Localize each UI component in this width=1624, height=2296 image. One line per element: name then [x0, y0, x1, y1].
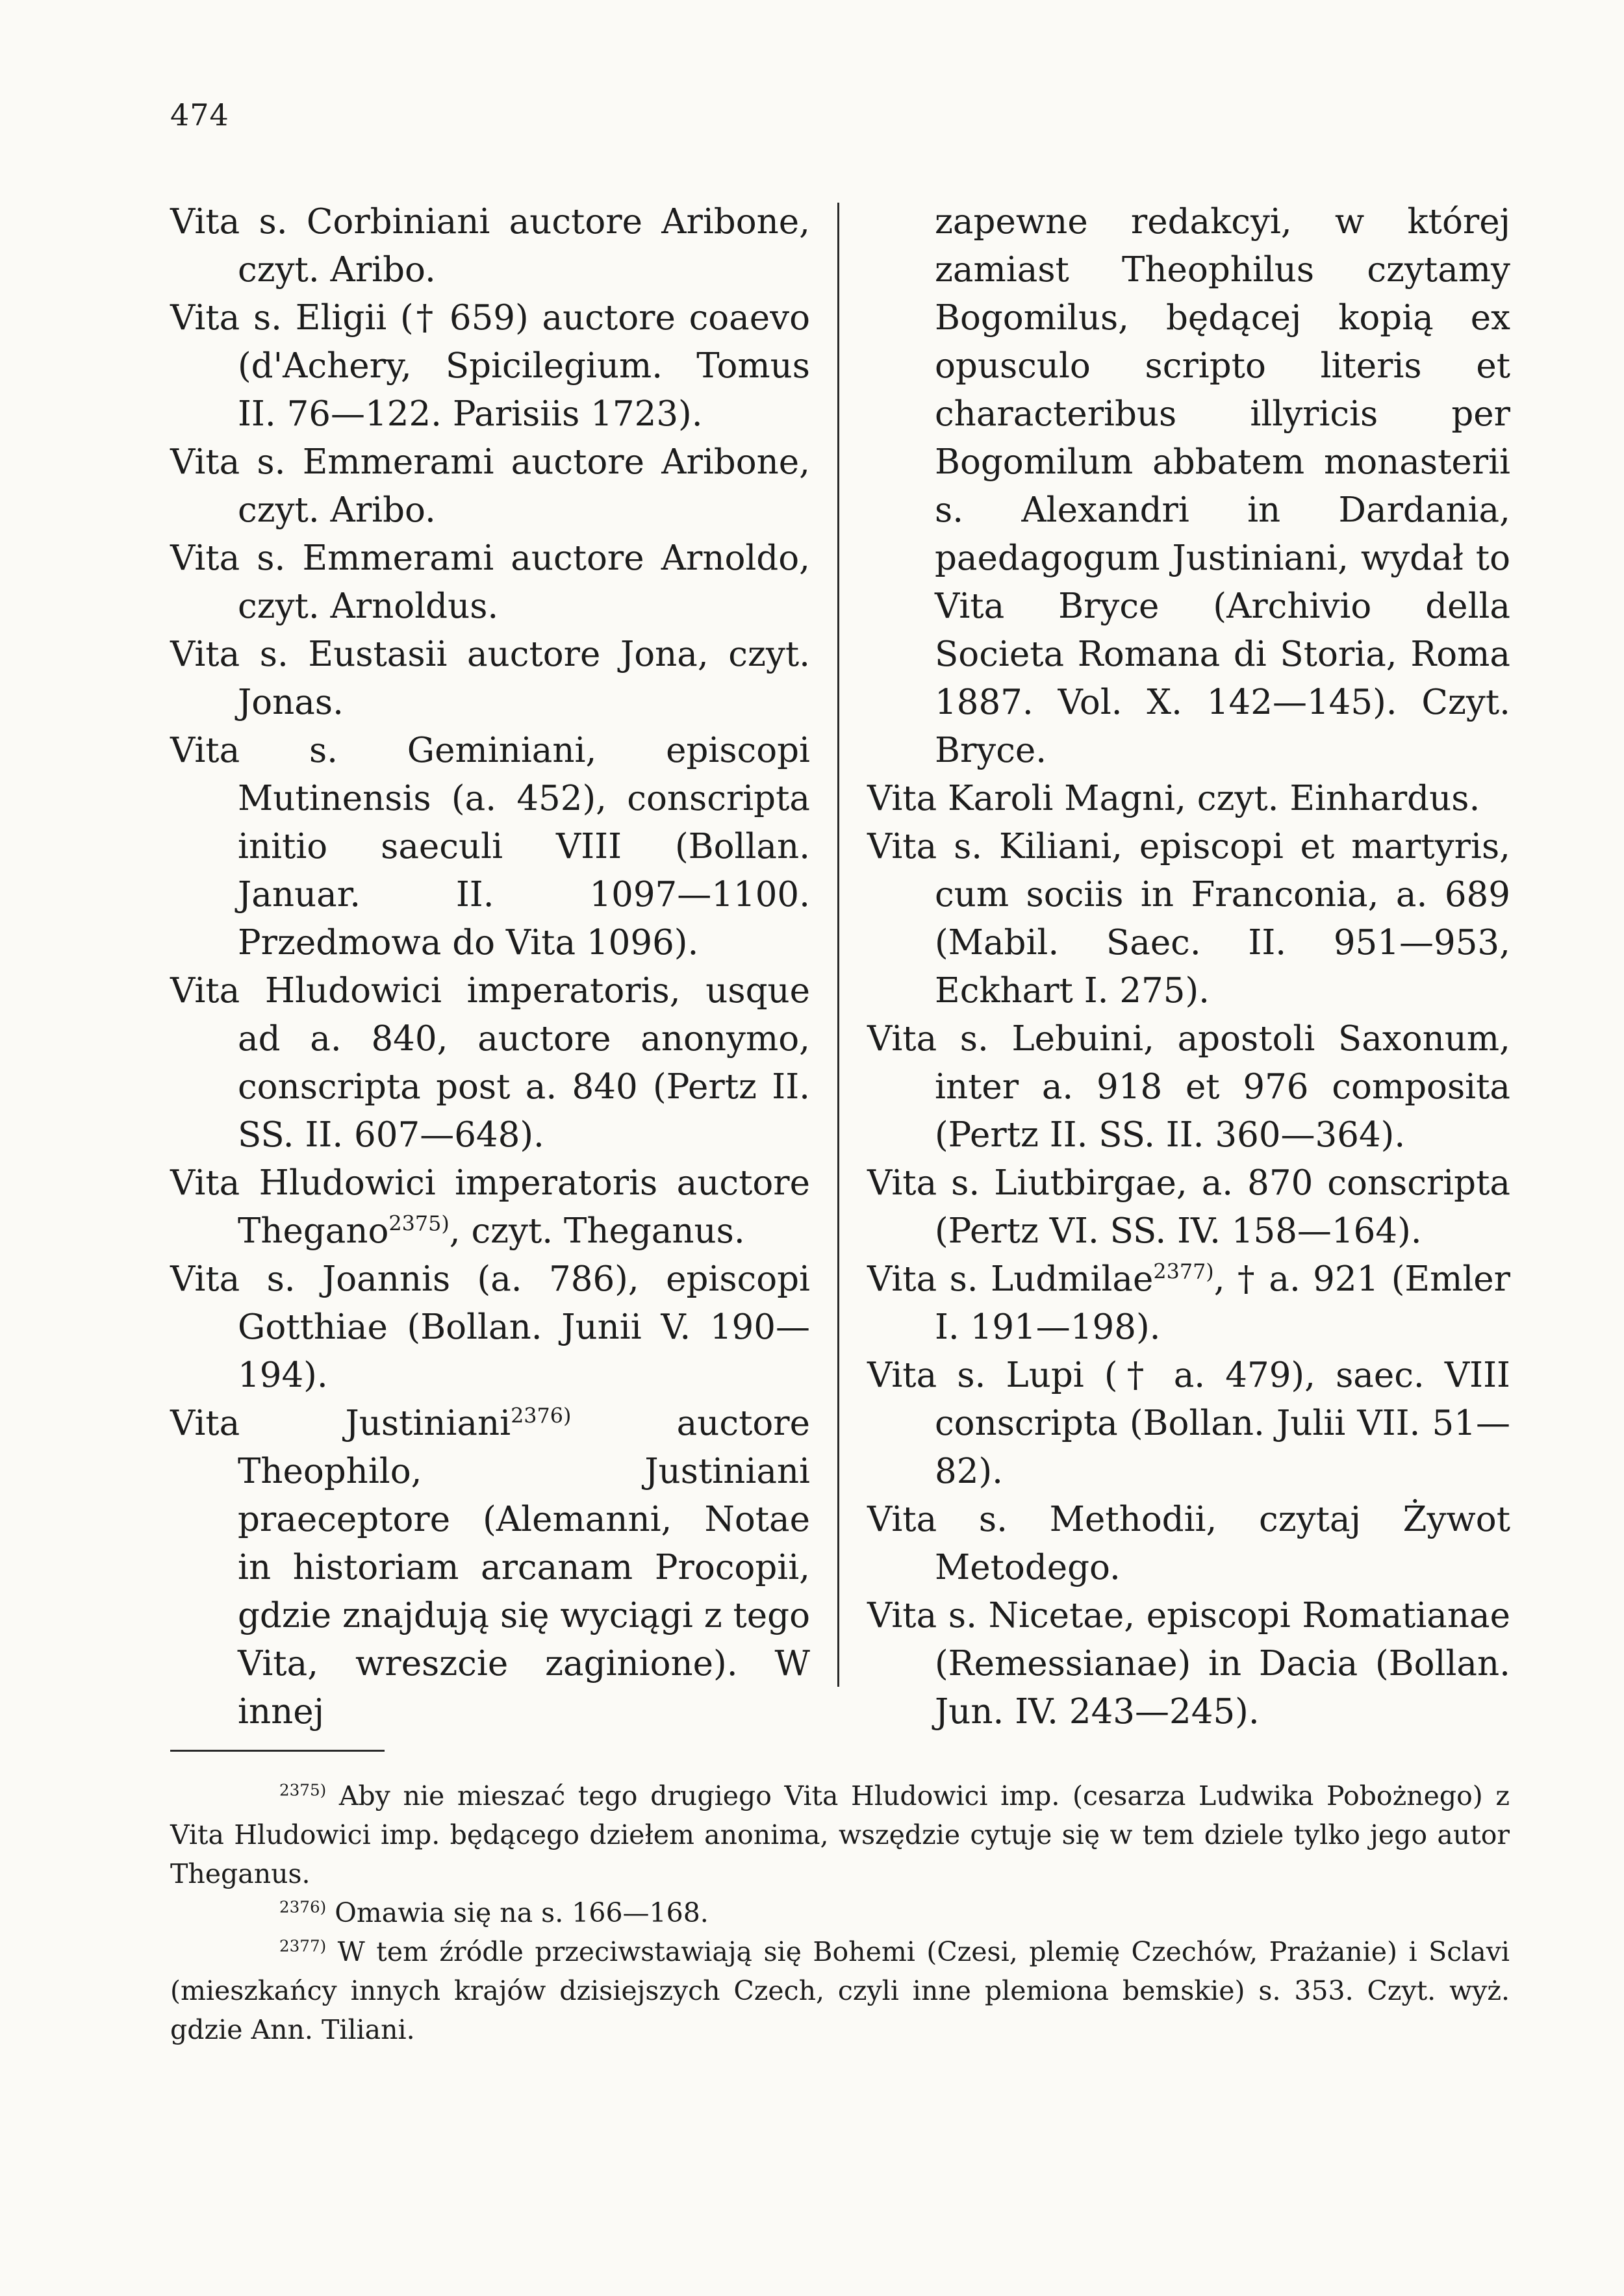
footnote [170, 1776, 1510, 1893]
index-entry: Vita s. Emmerami auctore Arnoldo, czyt. Arnoldus. [170, 538, 810, 626]
index-entry: Vita s. Eustasii auctore Jona, czyt. Jonas. [170, 635, 810, 722]
entry-text: , czyt. Theganus. [449, 1211, 745, 1251]
index-entry: Vita s. Joannis (a. 786), episcopi Gotthiae (Bollan. Junii V. 190—194). [170, 1259, 810, 1395]
index-entry-ludmilae [867, 1255, 1510, 1352]
footnote-text: Aby nie mieszać tego drugiego Vita Hludowici imp. (cesarza Ludwika Pobożnego) z Vita Hludowici imp. będącego dziełem anonima, wszędzie cytuje się w tem dziele tylko jego autor Theganus. [170, 1780, 1510, 1889]
index-entry-justiniani [170, 1400, 810, 1736]
footnote [170, 1893, 1510, 1932]
entry-text: , † a. 921 (Emler I. 191—198). [935, 1259, 1511, 1347]
footnote [170, 1932, 1510, 2049]
index-entry: Vita s. Corbiniani auctore Aribone, czyt. Aribo. [170, 202, 810, 290]
entry-text: auctore Theophilo, Justiniani praeceptore (Alemanni, Notae in historiam arcanam Procopii, gdzie znajdują się wyciągi z tego Vita, wreszcie zaginione). W innej [238, 1404, 811, 1732]
footnote-number: 2376) [279, 1897, 327, 1917]
index-entry: Vita Hludowici imperatoris, usque ad a. 840, auctore anonymo, conscripta post a. 840 (Pertz II. SS. II. 607—648). [170, 971, 810, 1155]
entry-text: Vita Hludowici imperatoris auctore Thegano [170, 1163, 810, 1251]
footnotes [170, 1776, 1510, 2049]
footnote-separator [170, 1750, 385, 1752]
footnote-ref: 2377) [1153, 1259, 1214, 1284]
footnote-text: W tem źródle przeciwstawiają się Bohemi (Czesi, plemię Czechów, Prażanie) i Sclavi (mieszkańcy innych krajów dzisiejszych Czech, czyli inne plemiona bemskie) s. 353. Czyt. wyż. gdzie Ann. Tiliani. [170, 1936, 1510, 2045]
index-entry: Vita s. Liutbirgae, a. 870 conscripta (Pertz VI. SS. IV. 158—164). [867, 1163, 1510, 1251]
left-column [170, 198, 810, 1736]
index-entry: Vita Karoli Magni, czyt. Einhardus. [867, 779, 1480, 818]
entry-text: Vita s. Ludmilae [867, 1259, 1154, 1299]
entry-text: Vita Justiniani [170, 1404, 511, 1443]
column-divider [837, 203, 839, 1687]
index-entry: Vita s. Lupi († a. 479), saec. VIII conscripta (Bollan. Julii VII. 51—82). [867, 1356, 1510, 1491]
index-entry: Vita s. Methodii, czytaj Żywot Metodego. [867, 1500, 1510, 1587]
index-entry: Vita s. Kiliani, episcopi et martyris, cum sociis in Franconia, a. 689 (Mabil. Saec. II. 951—953, Eckhart I. 275). [867, 827, 1510, 1011]
right-column [867, 198, 1510, 1736]
index-entry: Vita s. Emmerami auctore Aribone, czyt. Aribo. [170, 442, 810, 530]
footnote-number: 2375) [279, 1780, 327, 1800]
entry-continuation: zapewne redakcyi, w której zamiast Theophilus czytamy Bogomilus, będącej kopią ex opusculo scripto literis et characteribus illyricis per Bogomilum abbatem monasterii s. Alexandri in Dardania, paedagogum Justiniani, wydał to Vita Bryce (Archivio della Societa Romana di Storia, Roma 1887. Vol. X. 142—145). Czyt. Bryce. [935, 202, 1510, 770]
footnote-number: 2377) [279, 1936, 327, 1956]
index-entry: Vita s. Nicetae, episcopi Romatianae (Remessianae) in Dacia (Bollan. Jun. IV. 243—245). [867, 1596, 1510, 1732]
index-entry-theganus [170, 1159, 810, 1255]
page-number: 474 [170, 97, 229, 132]
footnote-ref: 2375) [388, 1211, 450, 1236]
footnote-ref: 2376) [511, 1404, 572, 1428]
footnote-text: Omawia się na s. 166—168. [326, 1897, 709, 1928]
index-entry: Vita s. Eligii († 659) auctore coaevo (d'Achery, Spicilegium. Tomus II. 76—122. Parisiis 1723). [170, 298, 810, 434]
index-entry: Vita s. Geminiani, episcopi Mutinensis (a. 452), conscripta initio saeculi VIII (Bollan. Januar. II. 1097—1100. Przedmowa do Vita 1096). [170, 731, 810, 963]
index-entry: Vita s. Lebuini, apostoli Saxonum, inter a. 918 et 976 composita (Pertz II. SS. II. 360—364). [867, 1019, 1510, 1155]
